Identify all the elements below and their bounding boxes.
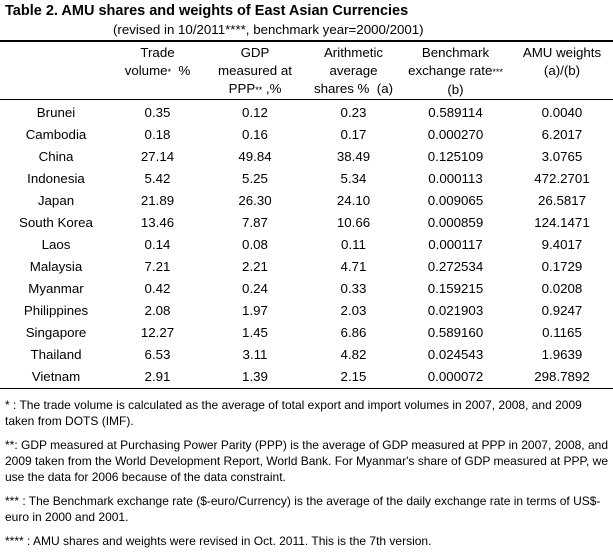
country-cell: Laos — [41, 237, 71, 252]
country-cell: Malaysia — [29, 259, 83, 274]
table-body — [0, 100, 613, 389]
benchmark-rate-cell: 0.000859 — [427, 215, 484, 230]
header-rate-footnote-mark: *** — [492, 67, 503, 77]
benchmark-rate-cell: 0.000072 — [400, 366, 511, 389]
arithmetic-average-cell: 6.86 — [340, 325, 367, 340]
header-gdp-line1: GDP — [240, 45, 270, 60]
arithmetic-average-cell: 10.66 — [336, 215, 371, 230]
header-benchmark-rate — [400, 41, 511, 100]
table-row — [0, 344, 613, 366]
trade-volume-cell: 7.21 — [144, 259, 171, 274]
header-gdp-unit: ,% — [262, 81, 282, 96]
arithmetic-average-cell: 0.11 — [341, 237, 366, 252]
country-cell: Thailand — [30, 347, 82, 362]
table-row — [0, 322, 613, 344]
benchmark-rate-cell: 0.589114 — [428, 105, 483, 120]
country-cell: Brunei — [36, 105, 76, 120]
benchmark-rate-cell: 0.024543 — [427, 347, 484, 362]
country-cell: China — [38, 149, 74, 164]
header-avg-line2: average — [329, 63, 378, 78]
footnote: * : The trade volume is calculated as the average of total export and import volumes in 2007, 2008, and 2009 taken from DOTS (IMF). — [5, 398, 582, 428]
gdp-ppp-cell: 0.08 — [242, 237, 268, 252]
benchmark-rate-cell: 0.125109 — [427, 149, 484, 164]
arithmetic-average-cell: 2.03 — [340, 303, 367, 318]
country-cell: Myanmar — [28, 281, 84, 296]
table-row — [0, 100, 613, 125]
gdp-ppp-cell: 3.11 — [242, 347, 268, 362]
arithmetic-average-cell: 4.82 — [340, 347, 367, 362]
benchmark-rate-cell: 0.000270 — [427, 127, 484, 142]
header-country — [0, 41, 112, 100]
header-weights-line2: (a)/(b) — [543, 63, 581, 78]
benchmark-rate-cell: 0.000117 — [428, 237, 483, 252]
gdp-ppp-cell: 0.16 — [242, 127, 268, 142]
amu-weight-cell: 0.1729 — [541, 259, 583, 274]
gdp-ppp-cell: 0.24 — [242, 281, 268, 296]
trade-volume-cell: 0.18 — [144, 127, 171, 142]
arithmetic-average-cell: 2.15 — [307, 366, 400, 389]
table-row — [0, 300, 613, 322]
benchmark-rate-cell: 0.159215 — [427, 281, 484, 296]
amu-weight-cell: 1.9639 — [541, 347, 583, 362]
amu-weight-cell: 6.2017 — [541, 127, 583, 142]
table-row — [0, 190, 613, 212]
trade-volume-cell: 0.42 — [144, 281, 171, 296]
header-row — [0, 41, 613, 100]
country-cell: Philippines — [23, 303, 89, 318]
header-weights-line1: AMU weights — [522, 45, 602, 60]
amu-weight-cell: 0.1165 — [542, 325, 582, 340]
table-subtitle: (revised in 10/2011****, benchmark year=2000/2001) — [113, 22, 424, 37]
benchmark-rate-cell: 0.009065 — [427, 193, 484, 208]
country-cell: Cambodia — [25, 127, 87, 142]
header-trade-footnote-mark: * — [167, 67, 172, 77]
header-gdp-ppp — [203, 41, 307, 100]
footnote: **: GDP measured at Purchasing Power Parity (PPP) is the average of GDP measured at PPP in 2007, 2008, and 2009 taken from the World Development Report, World Bank. For Myanmar's share of GDP measured at PPP, we use the data for 2006 because of the data constraint. — [5, 438, 609, 484]
header-arithmetic-average — [307, 41, 400, 100]
arithmetic-average-cell: 0.23 — [340, 105, 367, 120]
header-gdp-line2: measured at — [218, 63, 292, 78]
gdp-ppp-cell: 26.30 — [238, 193, 272, 208]
benchmark-rate-cell: 0.021903 — [427, 303, 484, 318]
amu-weight-cell: 0.0208 — [541, 281, 583, 296]
amu-weight-cell: 0.0040 — [541, 105, 583, 120]
trade-volume-cell: 5.42 — [144, 171, 171, 186]
country-cell: Japan — [37, 193, 75, 208]
amu-weight-cell: 3.0765 — [541, 149, 583, 164]
amu-table — [0, 40, 613, 389]
table-row — [0, 366, 613, 389]
footnotes — [5, 397, 608, 557]
amu-weight-cell: 9.4017 — [541, 237, 583, 252]
gdp-ppp-cell: 1.97 — [242, 303, 268, 318]
table-title: Table 2. AMU shares and weights of East Asian Currencies — [5, 3, 409, 19]
header-trade-unit: % — [171, 63, 191, 78]
trade-volume-cell: 13.46 — [140, 215, 175, 230]
header-rate-line2: exchange rate — [408, 63, 493, 78]
amu-weight-cell: 298.7892 — [511, 366, 613, 389]
header-avg-line1: Arithmetic — [323, 45, 384, 60]
gdp-ppp-cell: 1.39 — [203, 366, 307, 389]
gdp-ppp-cell: 1.45 — [242, 325, 268, 340]
trade-volume-cell: 21.89 — [140, 193, 175, 208]
header-trade-line1: Trade — [140, 45, 175, 60]
benchmark-rate-cell: 0.000113 — [428, 171, 483, 186]
header-avg-line3: shares % (a) — [313, 81, 394, 96]
table-row — [0, 278, 613, 300]
header-gdp-line3: PPP — [228, 81, 256, 96]
arithmetic-average-cell: 4.71 — [340, 259, 367, 274]
table-row — [0, 146, 613, 168]
table-row — [0, 256, 613, 278]
benchmark-rate-cell: 0.272534 — [427, 259, 484, 274]
table-row — [0, 168, 613, 190]
amu-weight-cell: 472.2701 — [534, 171, 590, 186]
gdp-ppp-cell: 0.12 — [242, 105, 268, 120]
arithmetic-average-cell: 0.17 — [340, 127, 367, 142]
country-cell: Singapore — [25, 325, 87, 340]
trade-volume-cell: 27.14 — [140, 149, 175, 164]
arithmetic-average-cell: 0.33 — [340, 281, 367, 296]
trade-volume-cell: 0.35 — [144, 105, 171, 120]
table-row — [0, 234, 613, 256]
gdp-ppp-cell: 5.25 — [242, 171, 268, 186]
country-cell: South Korea — [19, 215, 93, 230]
trade-volume-cell: 2.08 — [144, 303, 171, 318]
country-cell: Indonesia — [27, 171, 85, 186]
trade-volume-cell: 0.14 — [144, 237, 171, 252]
trade-volume-cell: 2.91 — [112, 366, 203, 389]
arithmetic-average-cell: 38.49 — [336, 149, 371, 164]
table-row — [0, 212, 613, 234]
header-trade-line2: volume — [124, 63, 168, 78]
gdp-ppp-cell: 2.21 — [242, 259, 268, 274]
header-trade-volume — [112, 41, 203, 100]
header-rate-line1: Benchmark — [421, 45, 490, 60]
arithmetic-average-cell: 5.34 — [340, 171, 367, 186]
footnote: *** : The Benchmark exchange rate ($-euro/Currency) is the average of the daily exchange rate in terms of US$-euro in 2000 and 2001. — [5, 494, 601, 524]
header-amu-weights — [511, 41, 613, 100]
gdp-ppp-cell: 7.87 — [242, 215, 268, 230]
amu-weight-cell: 124.1471 — [534, 215, 590, 230]
trade-volume-cell: 12.27 — [140, 325, 175, 340]
table-row — [0, 124, 613, 146]
header-gdp-footnote-mark: ** — [255, 85, 263, 95]
country-cell: Vietnam — [0, 366, 112, 389]
footnote: **** : AMU shares and weights were revised in Oct. 2011. This is the 7th version. — [5, 534, 432, 548]
benchmark-rate-cell: 0.589160 — [427, 325, 484, 340]
header-rate-line3: (b) — [447, 82, 464, 97]
gdp-ppp-cell: 49.84 — [238, 149, 272, 164]
arithmetic-average-cell: 24.10 — [336, 193, 371, 208]
amu-weight-cell: 26.5817 — [537, 193, 587, 208]
trade-volume-cell: 6.53 — [144, 347, 171, 362]
amu-weight-cell: 0.9247 — [541, 303, 583, 318]
